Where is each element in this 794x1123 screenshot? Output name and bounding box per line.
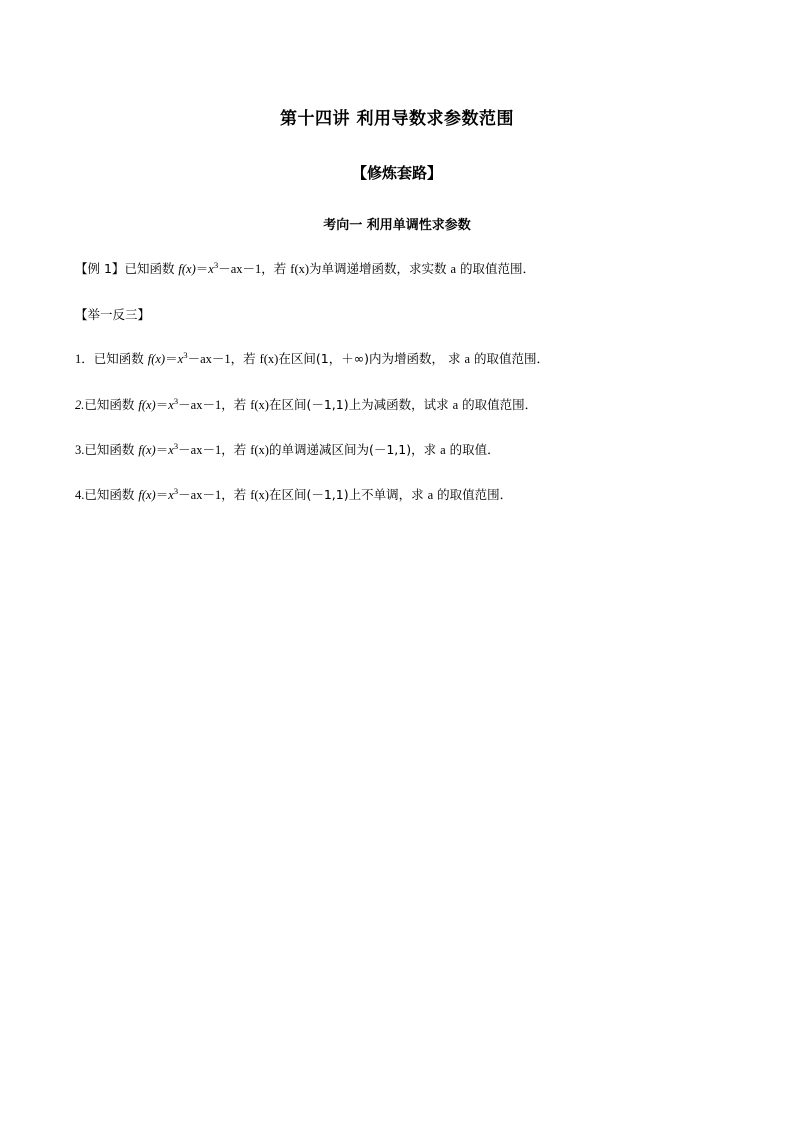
question-text-before: 已知函数 — [84, 397, 139, 412]
question-function-ref: f(x) — [250, 488, 269, 502]
question-exponent: 3 — [173, 440, 179, 451]
question-x-base: x — [168, 443, 174, 457]
question-formula-rest: －ax－1 — [187, 352, 231, 366]
example-param: a — [450, 262, 457, 276]
question-equals: ＝ — [155, 398, 169, 412]
example-formula-rest: －ax－1 — [218, 262, 262, 276]
question-formula-rest: －ax－1 — [178, 443, 222, 457]
example-text-tail: 为单调递增函数，求实数 — [309, 261, 451, 276]
example-formula — [178, 259, 262, 276]
question-mid: ，若 — [221, 397, 251, 412]
question-number: 1． — [75, 352, 94, 366]
question-number: 4. — [75, 488, 85, 502]
question-mid: ，若 — [230, 351, 260, 366]
question-function-ref: f(x) — [259, 352, 279, 366]
question-param: a — [452, 398, 459, 412]
example-1 — [75, 259, 735, 277]
question-function-name: f(x) — [138, 398, 156, 412]
question-text-before: 已知函数 — [84, 442, 139, 457]
question-formula — [138, 485, 222, 502]
question-formula-rest: －ax－1 — [178, 488, 222, 502]
example-text-before: 已知函数 — [124, 261, 179, 276]
question-3 — [75, 440, 735, 458]
question-formula — [147, 349, 231, 366]
question-tail: 的单调递减区间为(－1,1)，求 — [268, 442, 441, 457]
question-tail: 在区间(－1,1)上不单调，求 — [268, 487, 428, 502]
question-x-base: x — [177, 352, 184, 366]
question-equals: ＝ — [155, 443, 169, 457]
example-function-ref: f(x) — [290, 262, 310, 276]
topic-subheading: 考向一 利用单调性求参数 — [323, 218, 471, 233]
question-ending: 的取值． — [445, 442, 500, 457]
question-function-ref: f(x) — [250, 443, 269, 457]
question-formula — [138, 440, 222, 457]
question-param: a — [427, 488, 434, 502]
example-ending: 的取值范围． — [456, 261, 536, 276]
example-function-name: f(x) — [178, 262, 196, 276]
question-ending: 的取值范围． — [458, 397, 538, 412]
question-function-name: f(x) — [138, 488, 156, 502]
lecture-title: 第十四讲 利用导数求参数范围 — [280, 109, 514, 129]
question-mid: ，若 — [221, 487, 251, 502]
question-x-base: x — [168, 488, 174, 502]
question-2 — [75, 395, 735, 413]
question-tail: 在区间(－1,1)上为减函数，试求 — [268, 397, 453, 412]
question-exponent: 3 — [173, 485, 179, 496]
question-text-before: 已知函数 — [84, 487, 139, 502]
question-equals: ＝ — [165, 352, 178, 366]
question-param: a — [464, 352, 470, 366]
question-mid: ，若 — [221, 442, 251, 457]
question-formula-rest: －ax－1 — [178, 398, 222, 412]
question-param: a — [440, 443, 446, 457]
question-4 — [75, 485, 735, 503]
question-function-ref: f(x) — [250, 398, 269, 412]
question-ending: 的取值范围． — [433, 487, 513, 502]
example-text-after-formula: ，若 — [261, 261, 291, 276]
question-text-before: 已知函数 — [93, 351, 148, 366]
question-number: 2. — [75, 398, 85, 412]
example-x-base: x — [208, 262, 214, 276]
section-heading: 【修炼套路】 — [351, 164, 442, 182]
example-label: 【例 1】 — [75, 261, 125, 276]
question-x-base: x — [168, 398, 174, 412]
question-equals: ＝ — [155, 488, 169, 502]
question-function-name: f(x) — [147, 352, 166, 366]
question-tail: 在区间(1，＋∞)内为增函数， 求 — [278, 351, 465, 366]
question-function-name: f(x) — [138, 443, 156, 457]
example-equals: ＝ — [195, 262, 209, 276]
practice-heading: 【举一反三】 — [75, 307, 151, 322]
question-1 — [75, 349, 735, 367]
example-exponent: 3 — [213, 259, 219, 270]
question-ending: 的取值范围． — [470, 351, 549, 366]
question-number: 3. — [75, 443, 85, 457]
question-exponent: 3 — [173, 395, 179, 406]
question-exponent: 3 — [183, 349, 188, 360]
question-formula — [138, 395, 222, 412]
